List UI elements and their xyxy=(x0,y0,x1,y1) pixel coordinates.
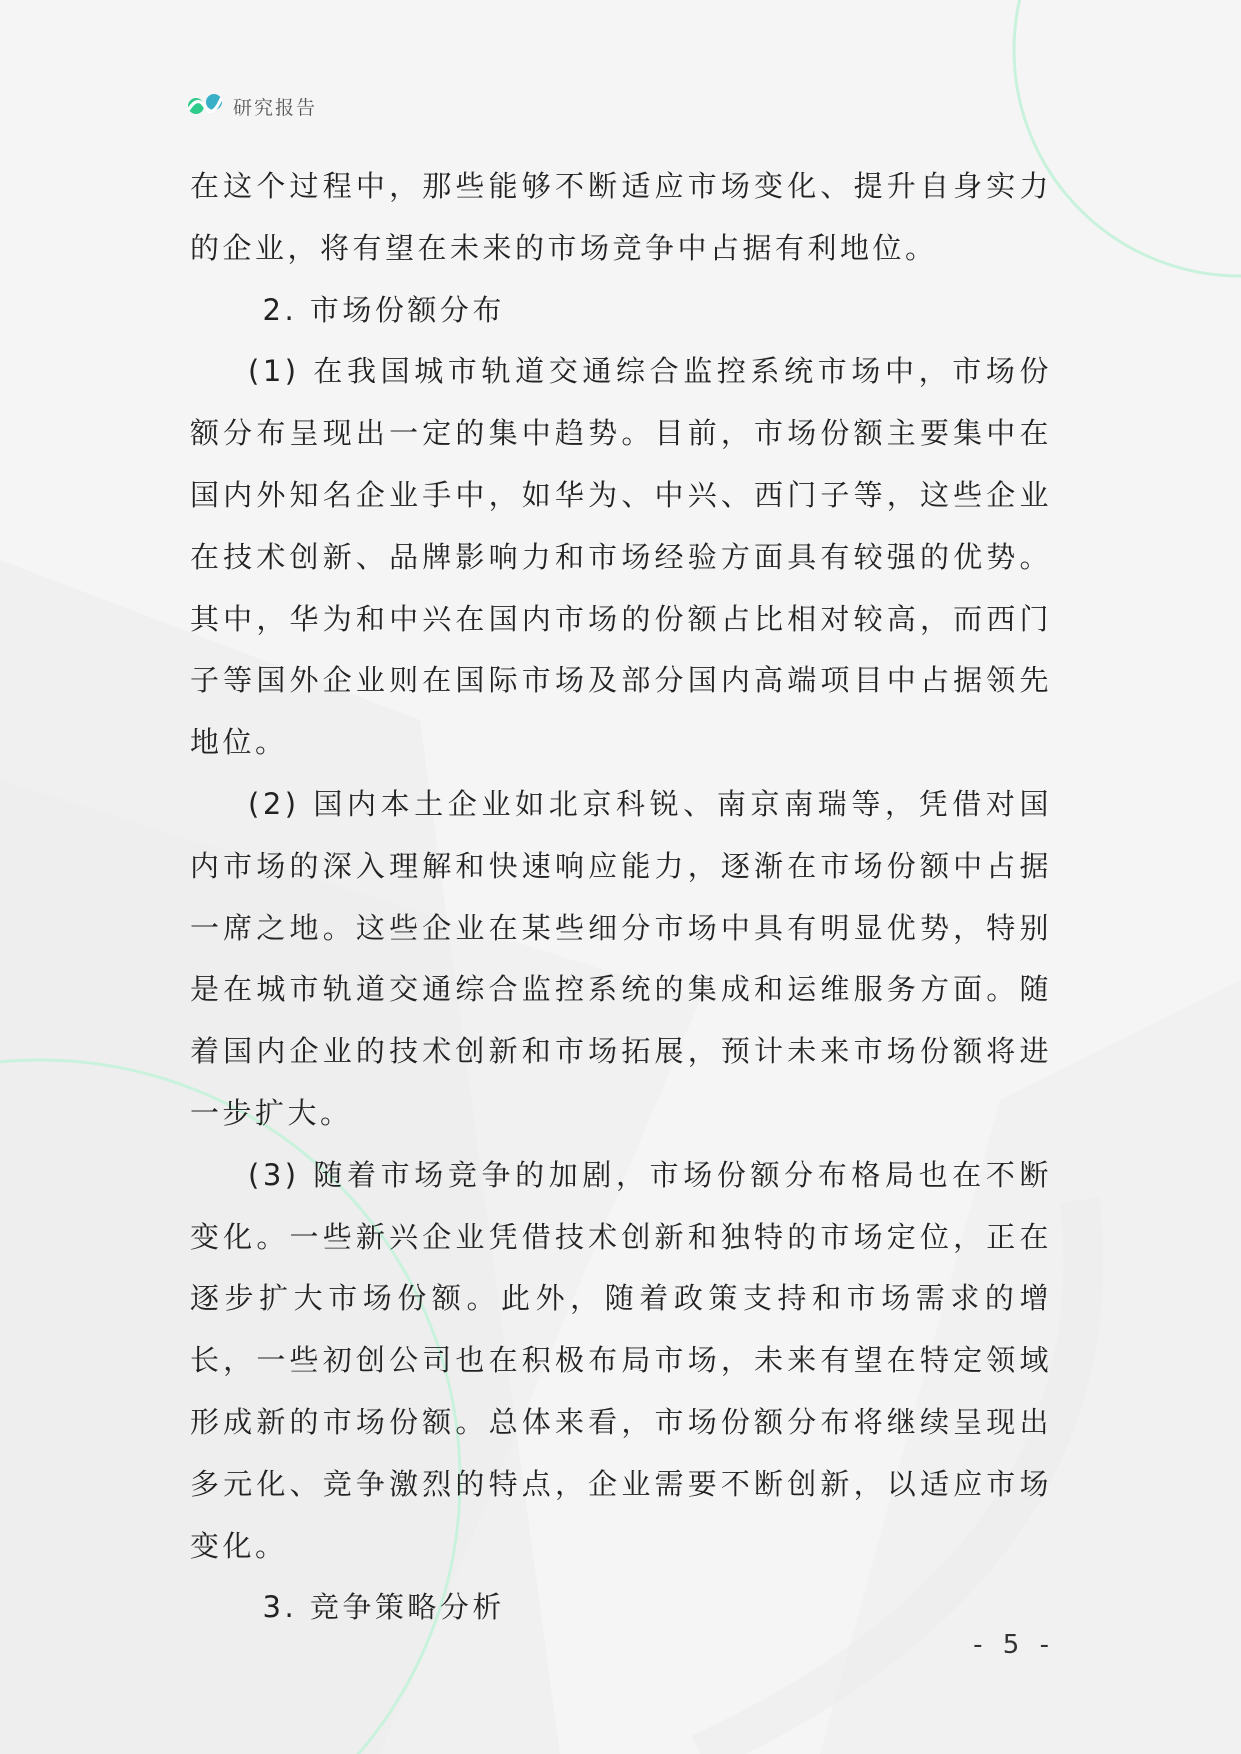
page-number: - 5 - xyxy=(973,1630,1055,1660)
paragraph-market-share-3: (3) 随着市场竞争的加剧，市场份额分布格局也在不断变化。一些新兴企业凭借技术创新和独特的市场定位，正在逐步扩大市场份额。此外，随着政策支持和市场需求的增长，一些初创公司也在积极布局市场，未来有望在特定领域形成新的市场份额。总体来看，市场份额分布将继续呈现出多元化、竞争激烈的特点，企业需要不断创新，以适应市场变化。 xyxy=(190,1157,1052,1563)
report-header xyxy=(186,86,317,126)
document-body xyxy=(190,156,1052,1639)
paragraph-market-share-2: (2) 国内本土企业如北京科锐、南京南瑞等，凭借对国内市场的深入理解和快速响应能力，逐渐在市场份额中占据一席之地。这些企业在某些细分市场中具有明显优势，特别是在城市轨道交通综合监控系统的集成和运维服务方面。随着国内企业的技术创新和市场拓展，预计未来市场份额将进一步扩大。 xyxy=(190,786,1052,1130)
section-heading-market-share: 2. 市场份额分布 xyxy=(262,292,505,327)
section-heading-competitive-strategy: 3. 竞争策略分析 xyxy=(262,1590,505,1625)
brand-logo-icon xyxy=(186,89,224,123)
paragraph-market-share-1: (1) 在我国城市轨道交通综合监控系统市场中，市场份额分布呈现出一定的集中趋势。目前，市场份额主要集中在国内外知名企业手中，如华为、中兴、西门子等，这些企业在技术创新、品牌影响力和市场经验方面具有较强的优势。其中，华为和中兴在国内市场的份额占比相对较高，而西门子等国外企业则在国际市场及部分国内高端项目中占据领先地位。 xyxy=(190,354,1052,760)
paragraph-continuation: 在这个过程中，那些能够不断适应市场变化、提升自身实力的企业，将有望在未来的市场竞争中占据有利地位。 xyxy=(190,169,1052,265)
header-title: 研究报告 xyxy=(233,96,318,119)
